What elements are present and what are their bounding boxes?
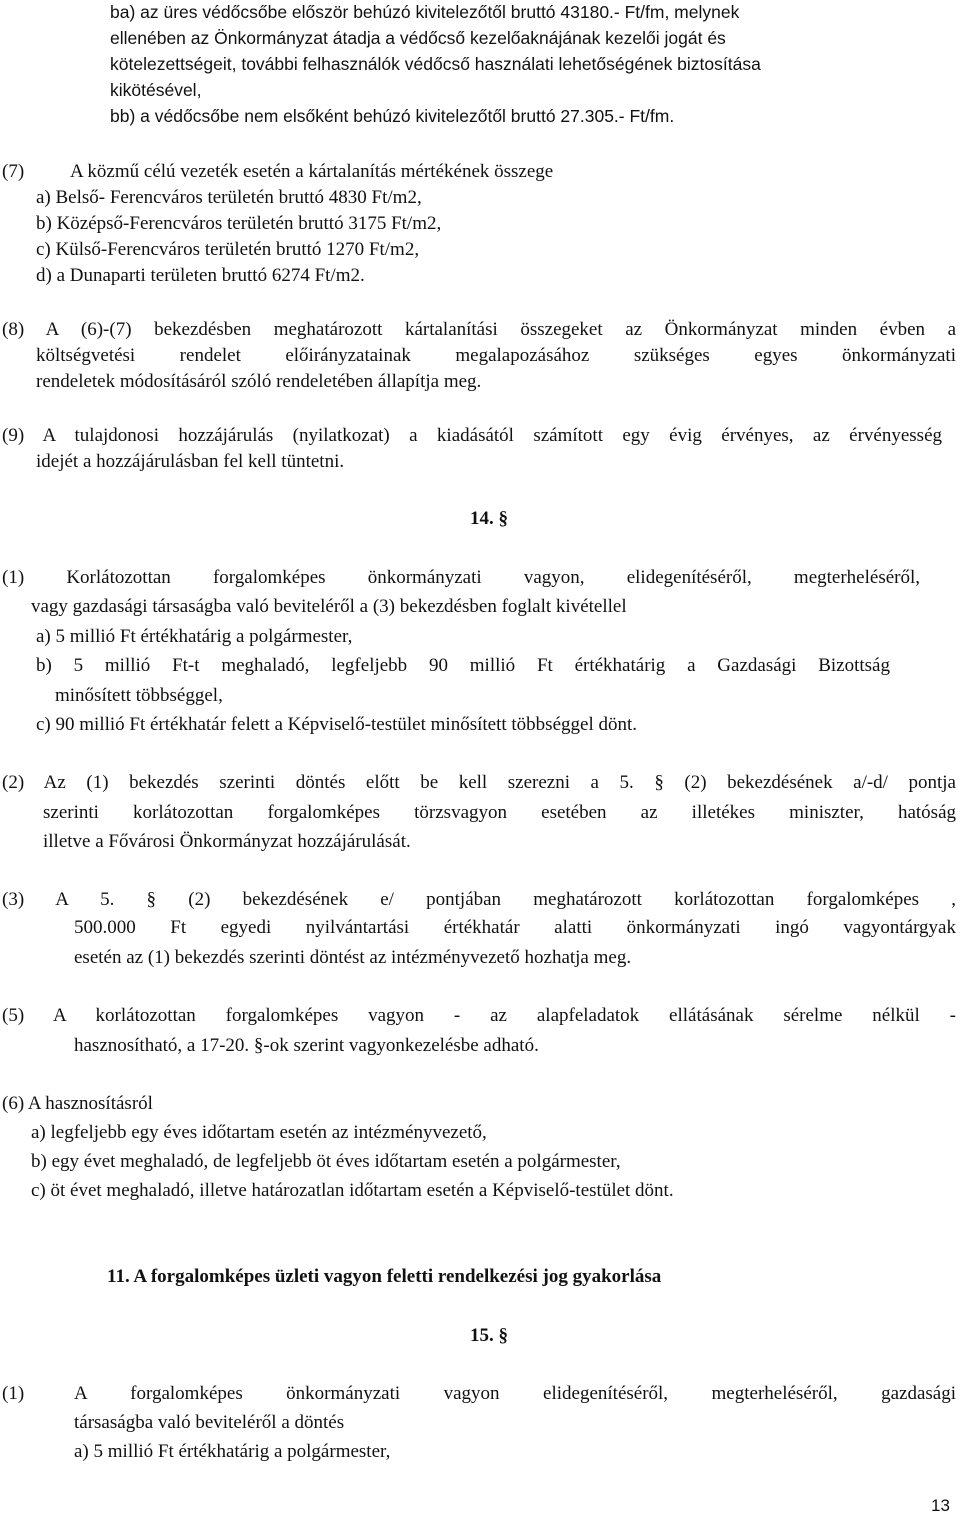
text-line: kötelezettségeit, további felhasználók védőcső használati lehetőségének biztosítása [110, 54, 761, 74]
text-line: ellenében az Önkormányzat átadja a védőcső kezelőaknájának kezelői jogát és [110, 28, 726, 48]
text-line: idejét a hozzájárulásban fel kell tüntetni. [36, 451, 345, 472]
text-line: illetve a Fővárosi Önkormányzat hozzájárulását. [43, 831, 411, 852]
text-line: hasznosítható, a 17-20. §-ok szerint vagyonkezelésbe adható. [74, 1035, 539, 1056]
text-line: esetén az (1) bekezdés szerinti döntést az intézményvezető hozhatja meg. [74, 947, 632, 968]
paragraph-number: (1) [2, 1383, 25, 1404]
text-line: 11. A forgalomképes üzleti vagyon feletti rendelkezési jog gyakorlása [107, 1266, 662, 1287]
text-line: (2) Az (1) bekezdés szerinti döntés előtt be kell szerezni a 5. § (2) bekezdésének a/-d/ pontja [2, 772, 956, 793]
text-line: költségvetési rendelet előirányzatainak megalapozásához szükséges egyes önkormányzati [36, 345, 956, 366]
text-line: szerinti korlátozottan forgalomképes törzsvagyon esetében az illetékes miniszter, hatóság [43, 802, 956, 823]
text-line: bb) a védőcsőbe nem elsőként behúzó kivitelezőtől bruttó 27.305.- Ft/fm. [110, 106, 675, 126]
paragraph-number: (7) [2, 161, 25, 182]
text-line: (1) Korlátozottan forgalomképes önkormányzati vagyon, elidegenítéséről, megterheléséről, [2, 567, 920, 588]
text-line: a) 5 millió Ft értékhatárig a polgármester, [36, 626, 353, 647]
text-line: kikötésével, [110, 80, 202, 100]
text-line [2, 1384, 956, 1406]
text-line: rendeletek módosításáról szóló rendeletében állapítja meg. [36, 371, 482, 392]
text-line: a) Belső- Ferencváros területén bruttó 4830 Ft/m2, [36, 187, 422, 208]
text-line: minősített többséggel, [55, 685, 223, 706]
text-line: 500.000 Ft egyedi nyilvántartási értékhatár alatti önkormányzati ingó vagyontárgyak [74, 917, 956, 938]
paragraph-text: A forgalomképes önkormányzati vagyon elidegenítéséről, megterheléséről, gazdasági [74, 1383, 956, 1404]
paragraph-text: A közmű célú vezeték esetén a kártalanítás mértékének összege [70, 161, 554, 182]
page-number: 13 [931, 1496, 950, 1515]
text-line: 15. § [470, 1325, 508, 1346]
text-line: d) a Dunaparti területen bruttó 6274 Ft/m2. [36, 265, 365, 286]
text-line: a) legfeljebb egy éves időtartam esetén az intézményvezető, [31, 1122, 487, 1143]
text-line: a) 5 millió Ft értékhatárig a polgármester, [74, 1441, 391, 1462]
text-line: 14. § [470, 508, 508, 529]
text-line: (8) A (6)-(7) bekezdésben meghatározott kártalanítási összegeket az Önkormányzat minden évben a [2, 319, 956, 340]
text-line: c) 90 millió Ft értékhatár felett a Képviselő-testület minősített többséggel dönt. [36, 714, 637, 735]
text-line: c) Külső-Ferencváros területén bruttó 1270 Ft/m2, [36, 239, 420, 260]
text-line: b) Középső-Ferencváros területén bruttó 3175 Ft/m2, [36, 213, 442, 234]
text-line: ba) az üres védőcsőbe először behúzó kivitelezőtől bruttó 43180.- Ft/fm, melynek [110, 2, 740, 22]
text-line: (9) A tulajdonosi hozzájárulás (nyilatkozat) a kiadásától számított egy évig érvényes, az érvényesség [2, 425, 942, 446]
text-line: b) 5 millió Ft-t meghaladó, legfeljebb 90 millió Ft értékhatárig a Gazdasági Bizottság [36, 655, 890, 676]
text-line: társaságba való beviteléről a döntés [74, 1412, 345, 1433]
text-line: (5) A korlátozottan forgalomképes vagyon - az alapfeladatok ellátásának sérelme nélkül - [2, 1005, 956, 1026]
text-line: vagy gazdasági társaságba való beviteléről a (3) bekezdésben foglalt kivétellel [31, 596, 627, 617]
text-line: c) öt évet meghaladó, illetve határozatlan időtartam esetén a Képviselő-testület dönt. [31, 1180, 674, 1201]
text-line: b) egy évet meghaladó, de legfeljebb öt éves időtartam esetén a polgármester, [31, 1151, 621, 1172]
text-line [2, 162, 950, 184]
text-line: (6) A hasznosításról [2, 1093, 153, 1114]
text-line: (3) A 5. § (2) bekezdésének e/ pontjában meghatározott korlátozottan forgalomképes , [2, 889, 956, 910]
